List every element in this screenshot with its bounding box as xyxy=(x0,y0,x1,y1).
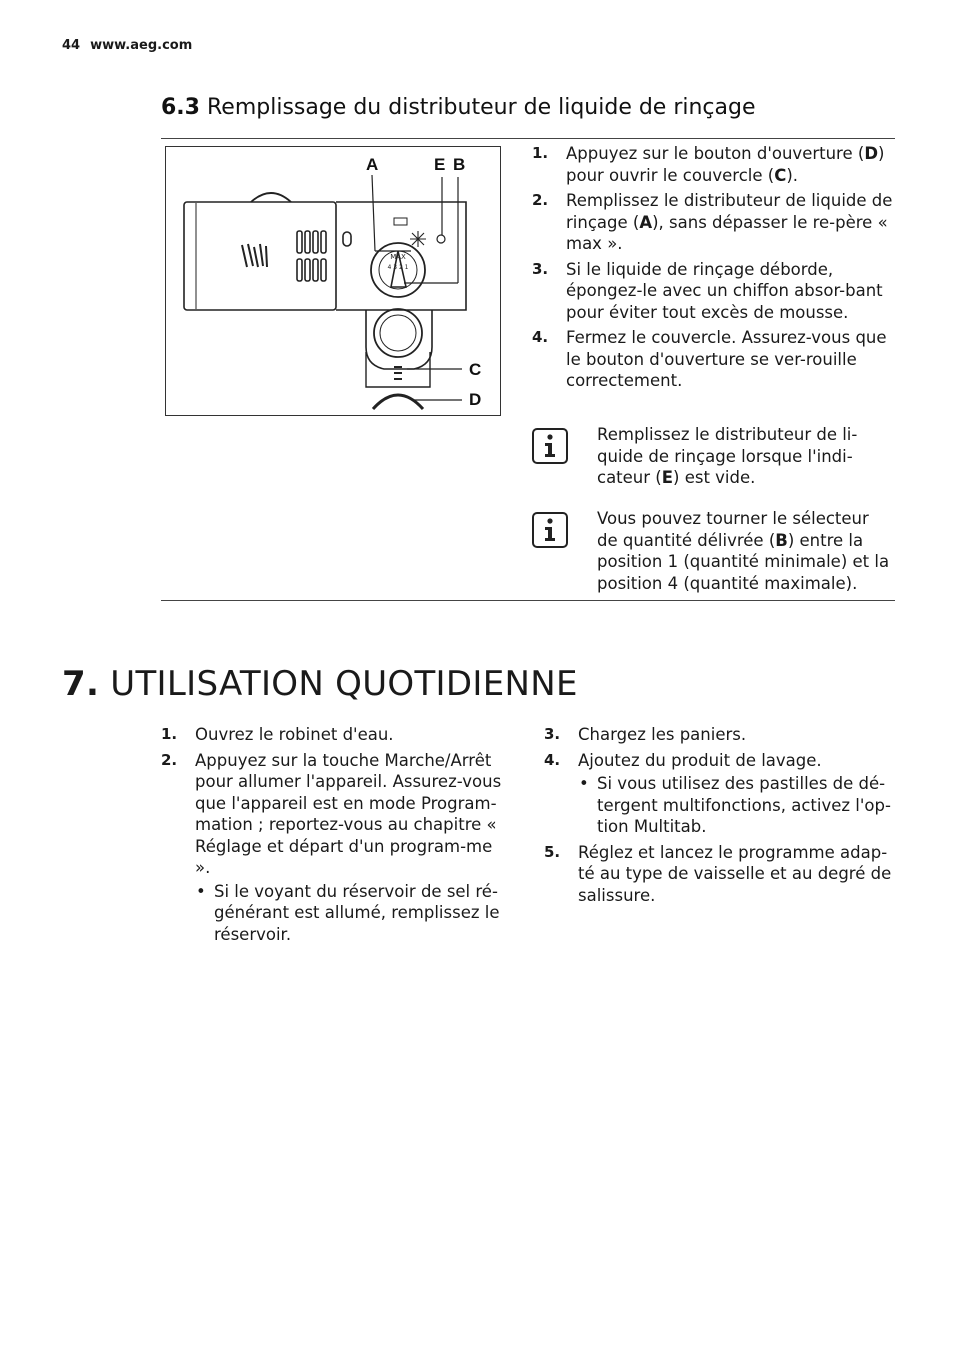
label-b: B xyxy=(453,155,466,174)
detergent-latch xyxy=(251,193,291,202)
step-text: ), sans dépasser le re-père « max ». xyxy=(566,212,888,253)
step-text: ). xyxy=(786,165,798,185)
section-title xyxy=(161,95,756,120)
chapter-number: 7. xyxy=(62,664,100,704)
dispenser-diagram xyxy=(166,147,502,417)
ref-letter: A xyxy=(639,212,653,232)
step-text: Ajoutez du produit de lavage. xyxy=(578,750,822,770)
label-a: A xyxy=(366,155,379,174)
list-item xyxy=(161,724,511,746)
step-number: 2. xyxy=(161,750,178,769)
ref-letter: C xyxy=(774,165,787,185)
list-item xyxy=(161,750,511,946)
rinse-aid-dispenser-figure xyxy=(165,146,501,416)
info-note xyxy=(532,508,894,594)
opening-button xyxy=(373,395,423,409)
step-number: 3. xyxy=(532,259,549,278)
list-item xyxy=(532,190,894,255)
step-text: ) pour ouvrir le couvercle ( xyxy=(566,144,885,185)
page-number: 44 xyxy=(62,38,81,53)
chapter-title xyxy=(62,664,578,704)
info-icon xyxy=(532,512,568,548)
step-text: Réglez et lancez le programme adap-té au type de vaisselle et au degré de salissure. xyxy=(578,842,892,905)
section-title-text: Remplissage du distributeur de liquide de rinçage xyxy=(206,95,756,120)
list-item xyxy=(532,327,894,392)
page-header xyxy=(62,38,192,53)
section-top-rule xyxy=(161,138,895,139)
step-number: 1. xyxy=(532,144,549,162)
label-c: C xyxy=(469,360,482,379)
bullet-item: • Si vous utilisez des pastilles de dé-tergent multifonctions, activez l'op-tion Multitab. xyxy=(578,773,898,838)
note-text: Vous pouvez tourner le sélecteur de quantité délivrée (B) entre la position 1 (quantité minimale) et la position 4 (quantité maximale). xyxy=(597,509,890,593)
info-note xyxy=(532,424,894,489)
label-d: D xyxy=(469,390,482,409)
step-number: 3. xyxy=(544,725,561,743)
note-text: Remplissez le distributeur de li-quide de rinçage lorsque l'indi-cateur (E) est vide. xyxy=(597,425,858,487)
step-text: Appuyez sur la touche Marche/Arrêt pour allumer l'appareil. Assurez-vous que l'appareil est en mode Program-mation ; reportez-vous au chapitre « Réglage et départ d'un program-me ». xyxy=(195,750,502,877)
list-item xyxy=(532,259,894,324)
bullet-item: • Si le voyant du réservoir de sel ré-générant est allumé, remplissez le réservoir. xyxy=(195,881,511,946)
step-text: Remplissez le distributeur de liquide de rinçage ( xyxy=(566,191,893,232)
step-number: 1. xyxy=(161,725,178,743)
dial-max-text: MAX xyxy=(390,253,406,261)
section-number: 6.3 xyxy=(161,95,200,120)
step-number: 4. xyxy=(532,328,549,346)
step-number: 4. xyxy=(544,750,561,769)
website-link[interactable]: www.aeg.com xyxy=(90,38,193,53)
step-text: Appuyez sur le bouton d'ouverture ( xyxy=(566,144,865,163)
chapter-title-text: UTILISATION QUOTIDIENNE xyxy=(110,664,578,704)
info-icon xyxy=(532,428,568,464)
step-number: 5. xyxy=(544,842,561,861)
step-text: Fermez le couvercle. Assurez-vous que le bouton d'ouverture se ver-rouille correctement. xyxy=(566,328,887,390)
step-text: Ouvrez le robinet d'eau. xyxy=(195,725,394,744)
list-item xyxy=(544,750,898,838)
ref-letter: D xyxy=(864,144,879,163)
label-e: E xyxy=(434,155,446,174)
daily-use-steps-right xyxy=(544,724,898,910)
detergent-compartment xyxy=(184,202,336,310)
list-item xyxy=(544,842,898,907)
list-item xyxy=(532,143,894,186)
step-number: 2. xyxy=(532,191,549,209)
daily-use-steps-left xyxy=(161,724,511,949)
rinse-aid-steps xyxy=(532,143,894,396)
dial-numbers: 4 3 2 1 xyxy=(387,264,409,271)
list-item xyxy=(544,724,898,746)
step-text: Si le liquide de rinçage déborde, épongez-le avec un chiffon absor-bant pour éviter tout excès de mousse. xyxy=(566,259,883,322)
section-bottom-rule xyxy=(161,600,895,601)
dispenser-lid xyxy=(374,309,422,357)
step-text: Chargez les paniers. xyxy=(578,725,747,744)
